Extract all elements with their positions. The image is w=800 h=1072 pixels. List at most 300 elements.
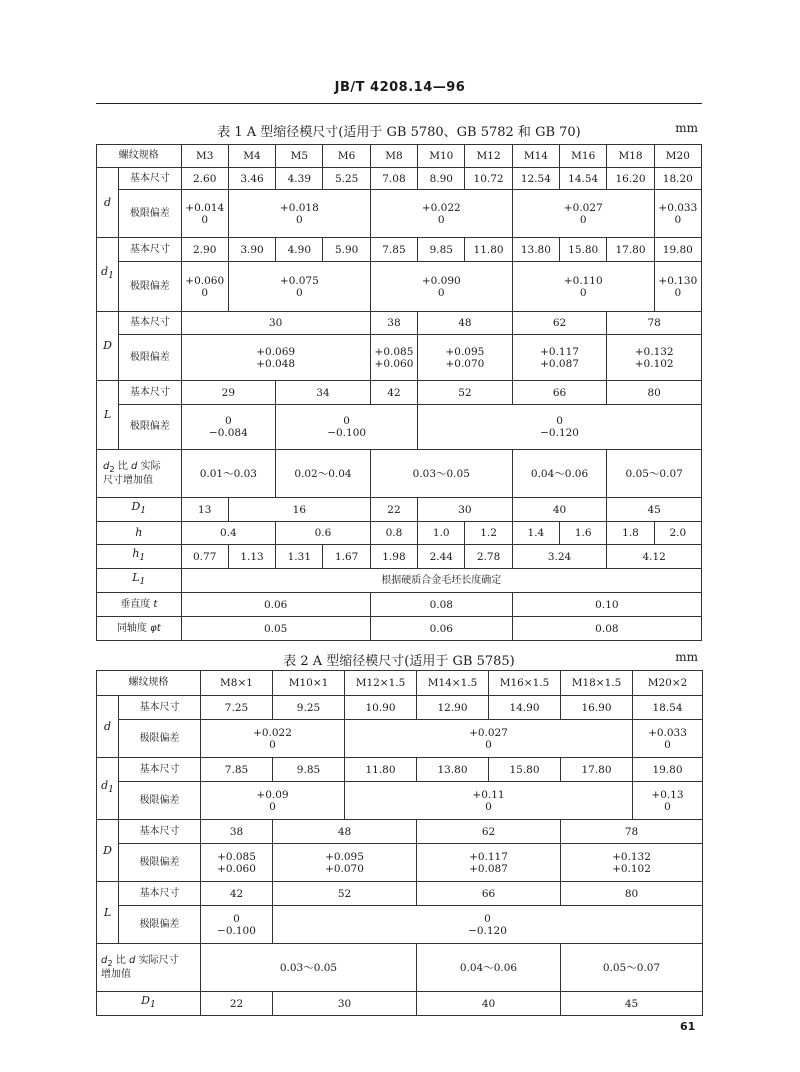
table-cell: 52 [418,381,513,405]
table-cell: 1.4 [512,522,559,545]
table-cell: 0.06 [370,617,512,641]
tolerance-cell [201,782,345,820]
coaxiality-row [97,617,702,641]
tolerance-cell [181,335,370,381]
symbol-text: d [101,265,109,279]
table-cell: 38 [370,312,417,335]
table-cell: 19.80 [654,238,701,262]
tolerance-cell [654,190,701,238]
tolerance-cell [561,844,703,882]
D-tolerance-row [97,844,703,882]
table-cell: 1.0 [418,522,465,545]
table-cell: 5.90 [323,238,370,262]
table-cell: 22 [370,498,417,522]
perpendicularity-row [97,593,702,617]
size-header: M6 [323,145,370,168]
symbol-subscript: 2 [107,957,113,968]
tolerance-cell [370,335,417,381]
symbol-text: d [103,460,110,472]
table-cell: 1.98 [370,545,417,569]
tol-upper: +0.022 [421,201,461,214]
table1-caption-text: 表 1 A 型缩径模尺寸(适用于 GB 5780、GB 5782 和 GB 70) [217,125,581,140]
symbol-subscript: 1 [150,999,156,1011]
d-symbol: d [97,696,119,758]
size-header: M12×1.5 [345,671,417,696]
table-cell: 1.31 [276,545,323,569]
table-cell: 45 [561,992,703,1016]
tol-upper: 0 [484,912,491,925]
tol-lower: 0 [269,800,276,813]
tol-lower: 0 [269,738,276,751]
table-cell: 7.85 [370,238,417,262]
d1-basic-row [97,238,702,262]
symbol-text: L [132,571,140,585]
D-basic-row [97,312,702,335]
table1-caption [96,121,702,140]
table-cell: 2.44 [418,545,465,569]
tolerance-label: 极限偏差 [119,262,181,312]
tolerance-cell [201,844,273,882]
symbol-text: d [131,460,138,472]
label-text: 比 [112,954,130,966]
tolerance-cell [201,906,273,944]
tol-upper: +0.095 [325,850,364,863]
table-cell: 11.80 [345,758,417,782]
tol-upper: +0.085 [374,345,414,358]
tol-upper: +0.027 [469,726,508,739]
table-cell: 40 [512,498,607,522]
table-cell: 16.90 [561,696,633,720]
symbol-subscript: 2 [109,463,115,474]
D1-row [97,498,702,522]
table-cell: 12.54 [512,168,559,190]
tol-upper: +0.075 [279,274,319,287]
symbol-text: d [101,779,109,793]
tolerance-cell [228,190,370,238]
D1-symbol [97,498,182,522]
table-cell: 12.90 [417,696,489,720]
table-cell: 0.77 [181,545,228,569]
document-header: JB/T 4208.14—96 [334,80,466,95]
d1-symbol [97,238,119,312]
table-cell: 34 [276,381,371,405]
tol-upper: +0.117 [469,850,508,863]
tol-upper: +0.13 [651,788,684,801]
size-header: M14 [512,145,559,168]
table-cell: 16.20 [607,168,654,190]
tolerance-cell [181,262,228,312]
d1-tolerance-row [97,262,702,312]
table-cell: 62 [417,820,561,844]
table-cell: 48 [273,820,417,844]
size-header: M5 [276,145,323,168]
tol-upper: +0.069 [256,345,296,358]
d1-symbol [97,758,119,820]
tol-lower: −0.100 [327,427,367,439]
table-cell: 2.90 [181,238,228,262]
size-header: M16×1.5 [489,671,561,696]
table-cell: 1.13 [228,545,275,569]
basic-size-label: 基本尺寸 [119,381,181,405]
tol-upper: +0.027 [563,201,603,214]
basic-size-label: 基本尺寸 [119,238,181,262]
table-cell: 18.20 [654,168,701,190]
table-cell: 17.80 [561,758,633,782]
increase-label-line2: 尺寸增加值 [103,474,153,486]
D1-symbol [97,992,201,1016]
tol-upper: +0.085 [217,850,256,863]
symbol-subscript: 1 [108,270,114,282]
tolerance-cell [276,405,418,450]
basic-size-label: 基本尺寸 [119,312,181,335]
table-cell: 42 [370,381,417,405]
table1 [96,144,702,641]
size-header: M18 [607,145,654,168]
tol-upper: +0.132 [612,850,651,863]
size-header: M16 [560,145,607,168]
symbol-text: d [101,954,108,966]
symbol-text: D [141,994,150,1008]
tol-lower: 0 [579,286,587,299]
table-cell: 1.2 [465,522,512,545]
table-cell: 5.25 [323,168,370,190]
table-cell: 7.85 [201,758,273,782]
tol-lower: +0.087 [540,357,579,370]
symbol-text: d [129,954,136,966]
table-cell: 18.54 [633,696,703,720]
label-text: 实际尺寸 [135,954,179,966]
table-cell: 29 [181,381,276,405]
tol-upper: +0.018 [279,201,319,214]
table-cell: 30 [273,992,417,1016]
tolerance-cell [633,782,703,820]
table2-header-row [97,671,703,696]
size-header: M4 [228,145,275,168]
table-cell: 0.01～0.03 [181,450,276,498]
table-cell: 3.24 [512,545,607,569]
table-cell: 62 [512,312,607,335]
tol-lower: 0 [437,213,445,226]
table-cell: 13 [181,498,228,522]
tol-upper: +0.130 [658,274,698,287]
size-header: M20×2 [633,671,703,696]
tol-lower: −0.084 [208,427,248,439]
tol-upper: +0.033 [648,726,687,739]
D-symbol: D [97,820,119,882]
L1-note: 根据硬质合金毛坯长度确定 [181,569,701,593]
table-cell: 0.04～0.06 [417,944,561,992]
basic-size-label: 基本尺寸 [119,168,181,190]
table-cell: 10.72 [465,168,512,190]
table-cell: 2.0 [654,522,701,545]
tolerance-label: 极限偏差 [119,844,201,882]
table-cell: 66 [512,381,607,405]
tol-lower: 0 [295,213,303,226]
increase-row [97,944,703,992]
d-symbol: d [97,168,119,238]
table-cell: 78 [607,312,702,335]
tol-upper: +0.014 [185,201,225,214]
tolerance-cell [512,190,654,238]
label-text: 比 [114,460,132,472]
table-cell: 9.85 [418,238,465,262]
table-cell: 40 [417,992,561,1016]
increase-label [97,944,201,992]
increase-label-line1 [103,461,161,472]
h-symbol: h [97,522,182,545]
symbol-text: t [153,598,158,610]
table-cell: 14.54 [560,168,607,190]
tol-lower: −0.120 [468,924,507,937]
symbol-subscript: 1 [139,576,146,588]
table-cell: 9.85 [273,758,345,782]
tolerance-cell [607,335,702,381]
D-tolerance-row [97,335,702,381]
tolerance-cell [228,262,370,312]
size-header: M10×1 [273,671,345,696]
symbol-text: D [131,500,141,514]
tol-upper: +0.033 [658,201,698,214]
table-cell: 7.08 [370,168,417,190]
table-cell: 4.90 [276,238,323,262]
basic-size-label: 基本尺寸 [119,820,201,844]
table-cell: 80 [607,381,702,405]
table-cell: 0.08 [370,593,512,617]
symbol-text: φt [150,622,161,634]
coaxiality-label [97,617,182,641]
table2-caption [96,650,702,669]
table-cell: 13.80 [417,758,489,782]
tol-upper: 0 [225,415,232,427]
table-cell: 8.90 [418,168,465,190]
symbol-text: h [132,547,140,561]
table-cell: 30 [418,498,513,522]
table1-header-row [97,145,702,168]
tol-lower: +0.070 [445,357,485,370]
table-cell: 48 [418,312,513,335]
table-cell: 38 [201,820,273,844]
symbol-subscript: 1 [108,784,114,796]
perpendicularity-label [97,593,182,617]
tol-upper: +0.110 [563,274,603,287]
table-cell: 30 [181,312,370,335]
table-cell: 1.6 [560,522,607,545]
table-cell: 2.60 [181,168,228,190]
size-header: M3 [181,145,228,168]
tol-lower: 0 [485,738,492,751]
size-header: M10 [418,145,465,168]
table-cell: 80 [561,882,703,906]
tolerance-cell [512,335,607,381]
tol-lower: 0 [201,213,209,226]
table-cell: 16 [228,498,370,522]
table-cell: 4.39 [276,168,323,190]
size-header: M14×1.5 [417,671,489,696]
tol-upper: +0.117 [540,345,579,358]
tolerance-label: 极限偏差 [119,782,201,820]
tol-lower: −0.100 [217,924,256,937]
table-cell: 13.80 [512,238,559,262]
basic-size-label: 基本尺寸 [119,758,201,782]
label-text: 同轴度 [116,622,151,634]
L-basic-row [97,882,703,906]
tol-upper: 0 [343,415,350,427]
tol-upper: +0.132 [634,345,674,358]
increase-label-line1 [101,955,179,966]
header-rule [96,103,702,104]
tol-upper: +0.11 [472,788,505,801]
table-cell: 1.8 [607,522,654,545]
tolerance-cell [181,405,276,450]
tolerance-cell [201,720,345,758]
table2-unit: mm [675,650,698,664]
tol-lower: 0 [201,286,209,299]
table-cell: 0.02～0.04 [276,450,371,498]
tol-lower: 0 [664,738,671,751]
spec-label: 螺纹规格 [97,145,182,168]
tolerance-label: 极限偏差 [119,190,181,238]
tolerance-cell [345,782,633,820]
d-basic-row [97,696,703,720]
h1-symbol [97,545,182,569]
table-cell: 15.80 [489,758,561,782]
table-cell: 17.80 [607,238,654,262]
tol-lower: +0.102 [634,357,674,370]
tol-lower: 0 [674,286,682,299]
table-cell: 45 [607,498,702,522]
label-text: 垂直度 [120,598,154,610]
table-cell: 0.05 [181,617,370,641]
tol-lower: 0 [674,213,682,226]
table-cell: 42 [201,882,273,906]
tolerance-label: 极限偏差 [119,335,181,381]
tol-upper: +0.060 [185,274,225,287]
size-header: M18×1.5 [561,671,633,696]
tol-upper: +0.022 [253,726,292,739]
tolerance-cell [345,720,633,758]
tolerance-cell [370,262,512,312]
tolerance-cell [418,335,513,381]
tol-lower: +0.102 [612,862,651,875]
d1-basic-row [97,758,703,782]
tolerance-label: 极限偏差 [119,906,201,944]
table-cell: 0.6 [276,522,371,545]
table-cell: 0.05～0.07 [561,944,703,992]
tolerance-cell [370,190,512,238]
tolerance-cell [273,844,417,882]
table-cell: 52 [273,882,417,906]
tol-upper: +0.095 [445,345,485,358]
tol-lower: 0 [579,213,587,226]
table-cell: 66 [417,882,561,906]
table-cell: 14.90 [489,696,561,720]
increase-row [97,450,702,498]
table-cell: 0.10 [512,593,701,617]
tolerance-label: 极限偏差 [119,405,181,450]
d-basic-row [97,168,702,190]
d-tolerance-row [97,720,703,758]
D1-row [97,992,703,1016]
tol-upper: 0 [556,415,563,427]
d-tolerance-row [97,190,702,238]
table-cell: 0.4 [181,522,276,545]
tolerance-label: 极限偏差 [119,720,201,758]
tolerance-cell [654,262,701,312]
size-header: M8×1 [201,671,273,696]
tol-lower: +0.060 [374,357,414,370]
basic-size-label: 基本尺寸 [119,696,201,720]
tol-lower: +0.070 [325,862,364,875]
tol-lower: 0 [485,800,492,813]
L-symbol: L [97,381,119,450]
table1-unit: mm [675,121,698,135]
tolerance-cell [417,844,561,882]
table-cell: 0.03～0.05 [201,944,417,992]
tolerance-cell [181,190,228,238]
table-cell: 22 [201,992,273,1016]
L-symbol: L [97,882,119,944]
tol-lower: 0 [295,286,303,299]
symbol-subscript: 1 [139,552,146,564]
table-cell: 9.25 [273,696,345,720]
size-header: M12 [465,145,512,168]
tol-upper: 0 [233,912,240,925]
increase-label-line2: 增加值 [101,968,131,980]
tol-lower: 0 [664,800,671,813]
h1-row [97,545,702,569]
h-row [97,522,702,545]
table-cell: 0.05～0.07 [607,450,702,498]
table-cell: 7.25 [201,696,273,720]
size-header: M20 [654,145,701,168]
L-tolerance-row [97,405,702,450]
table-cell: 3.46 [228,168,275,190]
size-header: M8 [370,145,417,168]
table-cell: 4.12 [607,545,702,569]
table-cell: 0.03～0.05 [370,450,512,498]
increase-label [97,450,182,498]
L1-row [97,569,702,593]
table-cell: 15.80 [560,238,607,262]
L-tolerance-row [97,906,703,944]
D-basic-row [97,820,703,844]
tol-upper: +0.090 [421,274,461,287]
D-symbol: D [97,312,119,381]
tolerance-cell [273,906,703,944]
table-cell: 0.8 [370,522,417,545]
tolerance-cell [512,262,654,312]
table-cell: 11.80 [465,238,512,262]
label-text: 实际 [137,460,161,472]
tolerance-cell [633,720,703,758]
table-cell: 2.78 [465,545,512,569]
symbol-subscript: 1 [140,505,147,517]
page-number: 61 [680,1020,696,1033]
basic-size-label: 基本尺寸 [119,882,201,906]
table2-caption-text: 表 2 A 型缩径模尺寸(适用于 GB 5785) [283,654,515,669]
tol-lower: 0 [437,286,445,299]
L1-symbol [97,569,182,593]
d1-tolerance-row [97,782,703,820]
tolerance-cell [418,405,702,450]
spec-label: 螺纹规格 [97,671,201,696]
tol-lower: +0.087 [469,862,508,875]
table-cell: 10.90 [345,696,417,720]
table-cell: 1.67 [323,545,370,569]
table-cell: 0.08 [512,617,701,641]
table-cell: 0.06 [181,593,370,617]
tol-lower: −0.120 [540,427,579,439]
